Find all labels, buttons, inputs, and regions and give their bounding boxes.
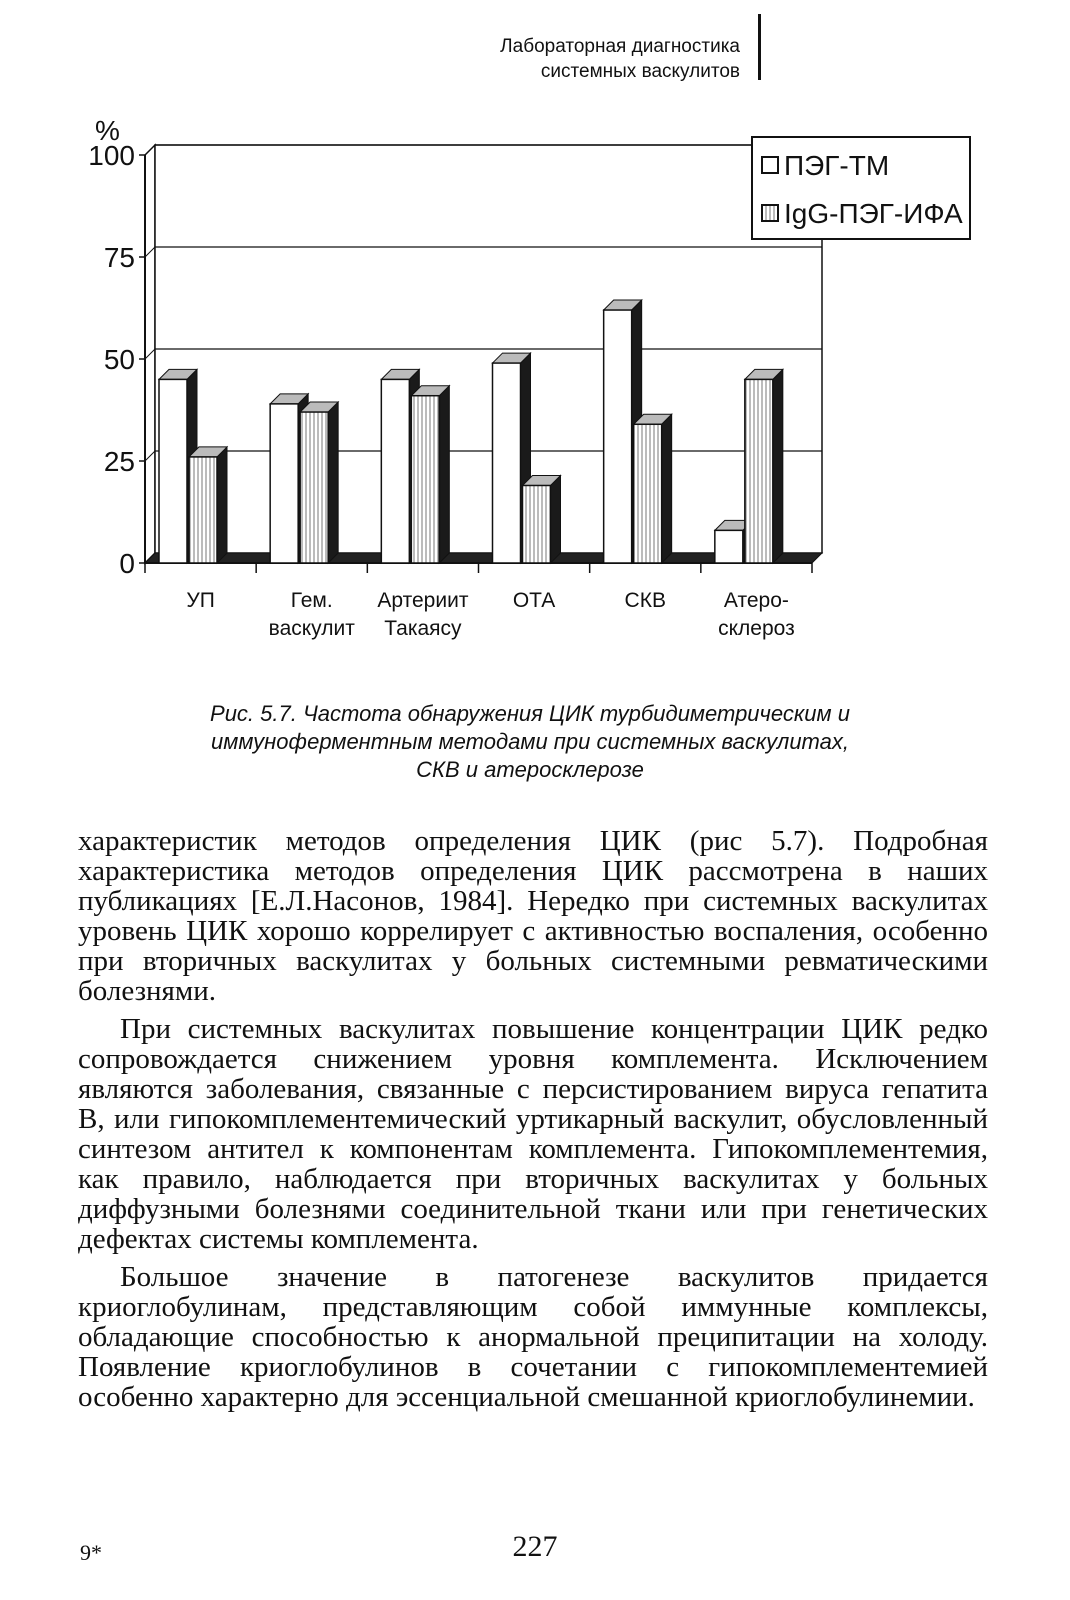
x-tick-label: Атеро- bbox=[723, 589, 789, 612]
x-tick-label: УП bbox=[186, 589, 215, 612]
caption-line2: иммуноферментным методами при системных васкулитах, bbox=[211, 729, 849, 754]
signature-mark: 9* bbox=[80, 1540, 102, 1565]
bar-igg-peg-ifa bbox=[300, 412, 328, 563]
bar-igg-peg-ifa bbox=[523, 485, 551, 563]
y-tick-label: 100 bbox=[88, 140, 135, 171]
paragraph-1: характеристик методов определения ЦИК (рис 5.7). Подробная характеристика методов определения ЦИК рассмотрена в наших публикациях [Е.Л.Насонов, 1984]. Нередко при системных васкулитах уровень ЦИК хорошо коррелирует с активностью воспаления, особенно при вторичных васкулитах у больных системными ревматическими болезнями. bbox=[78, 825, 988, 1007]
bar-igg-peg-ifa bbox=[745, 379, 773, 563]
bar-pag-tm bbox=[715, 530, 743, 563]
legend-swatch bbox=[762, 157, 778, 173]
running-head bbox=[430, 34, 740, 84]
y-tick-label: 25 bbox=[103, 446, 135, 477]
x-tick-label: ОТА bbox=[512, 589, 556, 612]
x-tick-label: Артериит bbox=[377, 589, 469, 612]
caption-line3: СКВ и атеросклерозе bbox=[416, 757, 644, 782]
bar-pag-tm bbox=[604, 310, 632, 563]
figure-caption bbox=[130, 700, 930, 784]
bar-side bbox=[773, 369, 783, 563]
bar-igg-peg-ifa bbox=[634, 424, 662, 563]
y-tick-label: 0 bbox=[119, 548, 135, 579]
running-head-line1: Лабораторная диагностика bbox=[500, 36, 740, 57]
bar-side bbox=[439, 386, 449, 563]
paragraph-3: Большое значение в патогенезе васкулитов придается криоглобулинам, представляющим собой иммунные комплексы, обладающие способностью к анормальной преципитации на холоду. Появление криоглобулинов в сочетании с гипокомплементемией особенно характерно для эссенциальной смешанной криоглобулинемии. bbox=[78, 1261, 988, 1413]
bar-chart bbox=[0, 100, 1070, 660]
legend-swatch bbox=[762, 205, 778, 221]
y-axis-label: % bbox=[95, 115, 120, 146]
bar-pag-tm bbox=[159, 379, 187, 563]
legend-label: IgG-ПЭГ-ИФА bbox=[784, 198, 963, 229]
bar-igg-peg-ifa bbox=[411, 396, 439, 563]
x-tick-label: Такаясу bbox=[384, 617, 462, 640]
header-rule bbox=[758, 14, 761, 80]
caption-line1: Рис. 5.7. Частота обнаружения ЦИК турбидиметрическим и bbox=[210, 701, 850, 726]
y-tick-label: 75 bbox=[103, 242, 135, 273]
body-text bbox=[78, 826, 988, 1420]
x-tick-label: Гем. bbox=[290, 589, 333, 612]
bar-pag-tm bbox=[381, 379, 409, 563]
x-tick-label: васкулит bbox=[268, 617, 355, 640]
bar-side bbox=[551, 475, 561, 563]
legend-label: ПЭГ-ТМ bbox=[784, 150, 890, 181]
bar-pag-tm bbox=[493, 363, 521, 563]
bar-igg-peg-ifa bbox=[189, 457, 217, 563]
paragraph-2: При системных васкулитах повышение концентрации ЦИК редко сопровождается снижением уровня комплемента. Исключением являются заболевания, связанные с персистированием вируса гепатита В, или гипокомплементемический уртикарный васкулит, обусловленный синтезом антител к компонентам комплемента. Гипокомплементемия, как правило, наблюдается при вторичных васкулитах у больных диффузными болезнями соединительной ткани или при генетических дефектах системы комплемента. bbox=[78, 1013, 988, 1255]
running-head-line2: системных васкулитов bbox=[540, 61, 740, 82]
bar-side bbox=[328, 402, 338, 563]
x-tick-label: склероз bbox=[718, 617, 795, 640]
x-tick-label: СКВ bbox=[624, 589, 666, 612]
y-tick-label: 50 bbox=[103, 344, 135, 375]
bar-side bbox=[217, 447, 227, 563]
bar-pag-tm bbox=[270, 404, 298, 563]
page-number: 227 bbox=[512, 1530, 558, 1563]
bar-side bbox=[662, 414, 672, 563]
